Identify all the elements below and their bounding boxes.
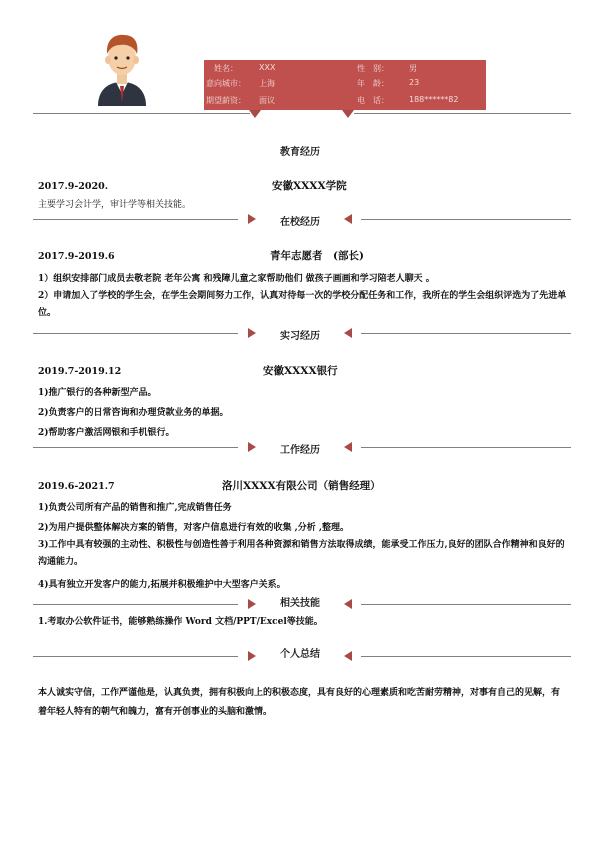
summary-text: 本人诚实守信，工作严谨他是，认真负责，拥有积极向上的积极态度，具有良好的心理素质和吃苦耐劳精神，对事有自己的见解，有着年轻人特有的朝气和魄力，富有开创事业的头脑和激情。: [38, 688, 561, 717]
divider-left: [33, 333, 238, 334]
divider-right: [361, 333, 571, 334]
internship-item-1: 1)推广银行的各种新型产品。: [38, 388, 157, 398]
city-label: 意向城市：: [206, 79, 246, 88]
phone-label: 电 话：: [357, 96, 389, 105]
header-arrow-left-icon: [249, 110, 261, 118]
arrow-left-icon: [344, 599, 352, 609]
header-divider-right: [354, 113, 571, 114]
education-desc: 主要学习会计学，审计学等相关技能。: [38, 200, 192, 210]
age-label: 年 龄：: [357, 79, 389, 88]
work-date: 2019.6-2021.7: [38, 481, 115, 492]
work-item-2: 2)为用户提供整体解决方案的销售，对客户信息进行有效的收集 ,分析 ,整理。: [38, 523, 350, 533]
work-org: 洛川XXXX有限公司（销售经理）: [222, 480, 381, 492]
work-item-3: 3)工作中具有较强的主动性、积极性与创造性善于利用各种资源和销售方法取得成绩，能承受工作压力,良好的团队合作精神和良好的沟通能力。: [38, 540, 565, 567]
divider-left: [33, 604, 238, 605]
arrow-left-icon: [344, 214, 352, 224]
gender-label: 性 别：: [357, 64, 389, 73]
internship-item-3: 2)帮助客户激活网银和手机银行。: [38, 428, 175, 438]
divider-left: [33, 219, 238, 220]
phone-value: 188******82: [409, 95, 459, 104]
arrow-left-icon: [344, 328, 352, 338]
education-date: 2017.9-2020.: [38, 181, 109, 192]
work-item-1: 1)负责公司所有产品的销售和推广,完成销售任务: [38, 503, 232, 513]
header-divider-left: [33, 113, 250, 114]
internship-date: 2019.7-2019.12: [38, 366, 122, 377]
section-title-campus: 在校经历: [280, 217, 320, 228]
divider-left: [33, 447, 238, 448]
section-title-education: 教育经历: [280, 147, 320, 158]
internship-org: 安徽XXXX银行: [263, 365, 338, 377]
arrow-left-icon: [344, 442, 352, 452]
age-value: 23: [409, 78, 420, 87]
divider-left: [33, 656, 238, 657]
divider-right: [361, 447, 571, 448]
avatar: [96, 30, 148, 106]
name-label: 姓名：: [214, 64, 238, 73]
internship-item-2: 2)负责客户的日常咨询和办理贷款业务的单据。: [38, 408, 229, 418]
campus-date: 2017.9-2019.6: [38, 251, 115, 262]
divider-right: [361, 219, 571, 220]
education-school: 安徽XXXX学院: [272, 180, 347, 192]
section-title-summary: 个人总结: [280, 649, 320, 660]
divider-right: [361, 604, 571, 605]
arrow-left-icon: [344, 651, 352, 661]
salary-value: 面议: [259, 96, 275, 105]
work-item-4: 4)具有独立开发客户的能力,拓展并积极维护中大型客户关系。: [38, 580, 286, 590]
divider-right: [361, 656, 571, 657]
gender-value: 男: [409, 64, 417, 73]
name-value: XXX: [259, 63, 276, 72]
section-title-work: 工作经历: [280, 445, 320, 456]
section-title-skills: 相关技能: [280, 598, 320, 609]
personal-info-box: [204, 60, 486, 110]
campus-item-2: 2）申请加入了学校的学生会，在学生会期间努力工作，认真对待每一次的学校分配任务和工作，我所在的学生会组织评选为了先进单位。: [38, 291, 567, 318]
salary-label: 期望薪资：: [206, 96, 246, 105]
campus-org: 青年志愿者 (部长): [270, 250, 364, 262]
section-title-internship: 实习经历: [280, 331, 320, 342]
campus-item-1: 1）组织安排部门成员去敬老院 老年公寓 和残障儿童之家帮助他们 做孩子画画和学习陪老人聊天 。: [38, 274, 435, 284]
header-arrow-right-icon: [342, 110, 354, 118]
skills-text: 1.考取办公软件证书，能够熟练操作 Word 文档/PPT/Excel等技能。: [38, 617, 323, 627]
city-value: 上海: [259, 79, 275, 88]
